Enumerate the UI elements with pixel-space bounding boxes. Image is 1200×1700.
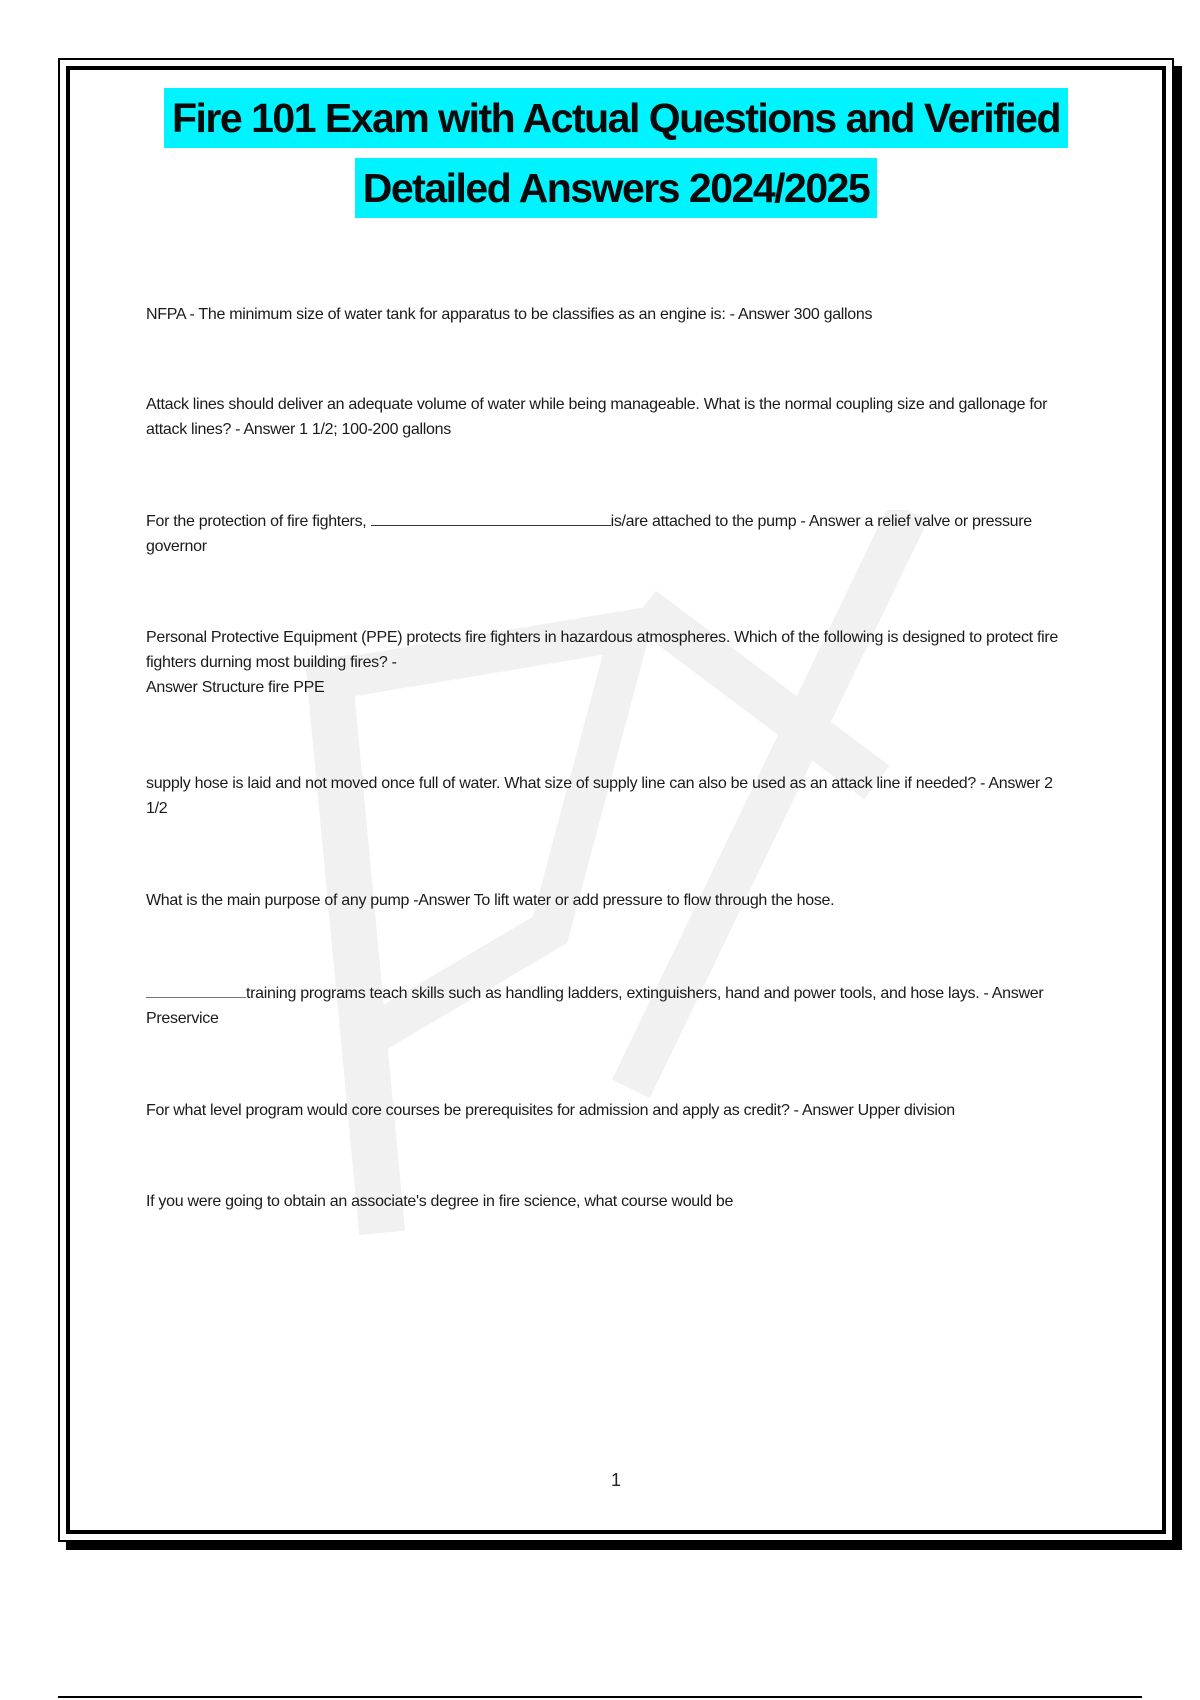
qa-text-answer: Answer Structure fire PPE — [146, 679, 325, 696]
qa-text-after: training programs teach skills such as handling ladders, extinguishers, hand and power tools, and hose lays. - Answer Preservice — [146, 985, 1048, 1027]
title-line-1: Fire 101 Exam with Actual Questions and Verified — [164, 88, 1068, 148]
page-number: 1 — [610, 1470, 621, 1490]
bottom-divider — [58, 1696, 1142, 1698]
qa-text: supply hose is laid and not moved once full of water. What size of supply line can also be used as an attack line if needed? - Answer 2 1/2 — [146, 775, 1057, 817]
page-content — [66, 66, 1166, 1534]
document-title — [70, 88, 1162, 228]
title-line-2: Detailed Answers 2024/2025 — [355, 158, 877, 218]
qa-item-9 — [146, 1189, 1058, 1214]
qa-item-6 — [146, 888, 1058, 913]
fill-in-blank — [371, 509, 611, 526]
qa-text-after: is/are attached to the pump - Answer a relief valve or pressure governor — [146, 513, 1037, 555]
qa-text: Personal Protective Equipment (PPE) protects fire fighters in hazardous atmospheres. Which of the following is designed to protect fire fighters durning most building fires? - — [146, 629, 1058, 671]
qa-item-1 — [146, 302, 1058, 327]
qa-item-5 — [146, 771, 1058, 821]
qa-item-2 — [146, 392, 1058, 442]
page-frame — [58, 58, 1174, 1542]
qa-item-3 — [146, 509, 1058, 559]
qa-text: Attack lines should deliver an adequate volume of water while being manageable. What is the normal coupling size and gallonage for attack lines? - Answer 1 1/2; 100-200 gallons — [146, 396, 1052, 438]
qa-item-7 — [146, 981, 1058, 1031]
qa-text: NFPA - The minimum size of water tank for apparatus to be classifies as an engine is: - Answer 300 gallons — [146, 306, 873, 323]
fill-in-blank — [146, 981, 246, 998]
qa-text-before: For the protection of fire fighters, — [146, 513, 371, 530]
qa-item-8 — [146, 1098, 1058, 1123]
qa-item-4 — [146, 625, 1058, 700]
qa-text: If you were going to obtain an associate's degree in fire science, what course would be — [146, 1193, 734, 1210]
qa-text: What is the main purpose of any pump -Answer To lift water or add pressure to flow through the hose. — [146, 892, 835, 909]
qa-text: For what level program would core courses be prerequisites for admission and apply as credit? - Answer Upper division — [146, 1102, 955, 1119]
